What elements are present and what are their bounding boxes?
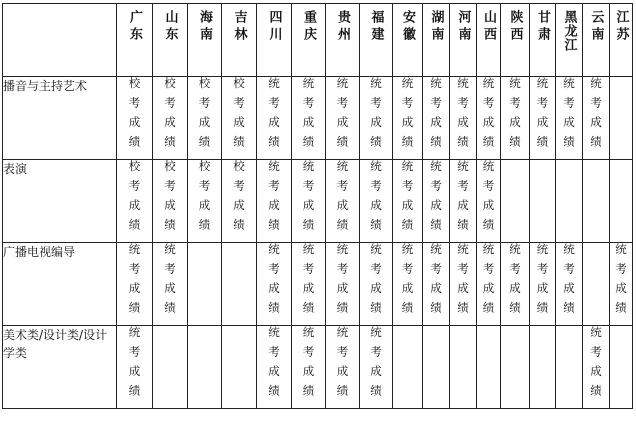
header-province-14 — [556, 4, 583, 77]
score-type-cell — [153, 160, 188, 243]
score-type-cell — [423, 326, 450, 409]
score-type-text: 统考成绩 — [335, 77, 350, 155]
score-type-cell — [393, 326, 423, 409]
score-type-cell — [117, 77, 153, 160]
score-type-cell — [530, 77, 556, 160]
score-type-cell — [188, 160, 222, 243]
score-type-cell — [423, 77, 450, 160]
row-category-label: 表演 — [3, 160, 117, 243]
score-type-cell — [292, 326, 326, 409]
score-type-text: 统考成绩 — [369, 243, 383, 321]
score-type-cell — [530, 160, 556, 243]
score-type-text: 统考成绩 — [535, 77, 550, 155]
score-type-text: 统考成绩 — [456, 243, 470, 321]
score-type-text: 统考成绩 — [456, 77, 470, 155]
score-type-cell — [477, 77, 501, 160]
score-type-cell — [188, 243, 222, 326]
header-province-13 — [530, 4, 556, 77]
province-label: 甘肃 — [535, 10, 550, 44]
row-category-label: 广播电视编导 — [3, 243, 117, 326]
score-type-text: 统考成绩 — [369, 326, 383, 404]
score-type-text: 统考成绩 — [429, 160, 443, 238]
score-type-text: 统考成绩 — [267, 77, 281, 155]
province-label: 安徽 — [400, 10, 415, 44]
province-label: 重庆 — [301, 10, 316, 44]
header-province-3 — [222, 4, 257, 77]
score-type-cell — [257, 243, 292, 326]
score-type-text: 统考成绩 — [369, 77, 383, 155]
score-type-cell — [530, 243, 556, 326]
score-type-cell — [610, 326, 633, 409]
score-type-cell — [326, 243, 360, 326]
score-type-text: 统考成绩 — [369, 160, 383, 238]
score-type-cell — [610, 160, 633, 243]
score-type-cell — [326, 160, 360, 243]
score-type-table — [2, 3, 633, 409]
score-type-cell — [556, 160, 583, 243]
score-type-text: 统考成绩 — [508, 77, 522, 155]
province-label: 贵州 — [335, 10, 350, 44]
score-type-cell — [326, 326, 360, 409]
province-label: 陕西 — [507, 10, 523, 44]
score-type-cell — [501, 77, 530, 160]
score-type-cell — [450, 243, 477, 326]
score-type-cell — [188, 77, 222, 160]
table-row — [3, 77, 633, 160]
score-type-cell — [153, 77, 188, 160]
province-label: 海南 — [197, 10, 212, 44]
score-type-cell — [257, 326, 292, 409]
score-type-text: 统考成绩 — [400, 160, 415, 238]
header-province-6 — [326, 4, 360, 77]
table-body — [3, 77, 633, 409]
header-province-15 — [583, 4, 610, 77]
province-label: 吉林 — [231, 10, 247, 44]
score-type-cell — [450, 326, 477, 409]
table-row — [3, 243, 633, 326]
score-type-cell — [222, 77, 257, 160]
table-row — [3, 326, 633, 409]
province-label: 河南 — [455, 10, 471, 44]
score-type-cell — [501, 243, 530, 326]
score-type-text: 统考成绩 — [335, 326, 350, 404]
score-type-cell — [222, 160, 257, 243]
score-type-cell — [360, 77, 393, 160]
score-type-cell — [292, 77, 326, 160]
score-type-cell — [530, 326, 556, 409]
score-type-text: 统考成绩 — [589, 326, 603, 404]
score-type-cell — [360, 243, 393, 326]
score-type-cell — [583, 243, 610, 326]
score-type-cell — [583, 160, 610, 243]
score-type-text: 统考成绩 — [301, 243, 316, 321]
header-province-10 — [450, 4, 477, 77]
score-type-text: 统考成绩 — [508, 243, 522, 321]
score-type-text: 校考成绩 — [163, 77, 177, 155]
province-label: 云南 — [588, 10, 604, 44]
score-type-text: 统考成绩 — [400, 243, 415, 321]
score-type-text: 统考成绩 — [267, 243, 281, 321]
score-type-text: 统考成绩 — [335, 160, 350, 238]
score-type-text: 校考成绩 — [197, 77, 212, 155]
score-type-text: 统考成绩 — [163, 243, 177, 321]
score-type-text: 校考成绩 — [232, 160, 246, 238]
score-type-text: 统考成绩 — [267, 326, 281, 404]
score-type-cell — [393, 160, 423, 243]
province-label: 江苏 — [613, 10, 629, 44]
header-province-1 — [153, 4, 188, 77]
score-type-cell — [556, 77, 583, 160]
score-type-text: 统考成绩 — [301, 326, 316, 404]
score-type-text: 统考成绩 — [335, 243, 350, 321]
row-category-label: 播音与主持艺术 — [3, 77, 117, 160]
score-type-cell — [292, 243, 326, 326]
score-type-cell — [477, 243, 501, 326]
score-type-text: 校考成绩 — [127, 77, 142, 155]
score-type-text: 校考成绩 — [232, 77, 246, 155]
score-type-cell — [117, 326, 153, 409]
score-type-text: 校考成绩 — [127, 160, 142, 238]
score-type-cell — [257, 160, 292, 243]
header-province-12 — [501, 4, 530, 77]
score-type-text: 统考成绩 — [562, 77, 576, 155]
score-type-cell — [153, 243, 188, 326]
score-type-cell — [610, 243, 633, 326]
score-type-cell — [360, 160, 393, 243]
header-province-8 — [393, 4, 423, 77]
score-type-cell — [610, 77, 633, 160]
score-type-text: 统考成绩 — [481, 243, 496, 321]
score-type-text: 统考成绩 — [127, 243, 142, 321]
score-type-cell — [583, 77, 610, 160]
score-type-cell — [117, 243, 153, 326]
header-province-0 — [117, 4, 153, 77]
score-type-text: 统考成绩 — [562, 243, 576, 321]
score-type-cell — [117, 160, 153, 243]
province-label: 四川 — [266, 10, 282, 44]
province-label: 山西 — [481, 10, 496, 44]
header-row — [3, 4, 633, 77]
row-category-label: 美术类/设计类/设计学类 — [3, 326, 117, 409]
score-type-text: 统考成绩 — [267, 160, 281, 238]
score-type-text: 统考成绩 — [481, 160, 496, 238]
score-type-cell — [556, 243, 583, 326]
score-type-cell — [450, 77, 477, 160]
score-type-cell — [556, 326, 583, 409]
score-type-cell — [326, 77, 360, 160]
score-type-cell — [583, 326, 610, 409]
score-type-cell — [450, 160, 477, 243]
score-type-cell — [222, 326, 257, 409]
score-type-text: 校考成绩 — [163, 160, 177, 238]
score-type-cell — [222, 243, 257, 326]
score-type-cell — [393, 77, 423, 160]
score-type-text: 统考成绩 — [301, 160, 316, 238]
header-province-16 — [610, 4, 633, 77]
province-label: 福建 — [368, 10, 384, 44]
score-type-text: 统考成绩 — [429, 77, 443, 155]
score-type-text: 统考成绩 — [429, 243, 443, 321]
province-label: 黑龙江 — [561, 10, 577, 52]
score-type-text: 校考成绩 — [197, 160, 212, 238]
score-type-cell — [423, 160, 450, 243]
header-province-7 — [360, 4, 393, 77]
score-type-cell — [360, 326, 393, 409]
header-province-2 — [188, 4, 222, 77]
score-type-text: 统考成绩 — [589, 77, 603, 155]
score-type-text: 统考成绩 — [127, 326, 142, 404]
province-label: 广东 — [127, 10, 142, 44]
score-type-cell — [257, 77, 292, 160]
score-type-text: 统考成绩 — [456, 160, 470, 238]
score-type-cell — [292, 160, 326, 243]
score-type-cell — [501, 160, 530, 243]
province-label: 湖南 — [428, 10, 444, 44]
province-label: 山东 — [162, 10, 178, 44]
score-type-text: 统考成绩 — [535, 243, 550, 321]
score-type-cell — [477, 326, 501, 409]
score-type-cell — [501, 326, 530, 409]
score-type-text: 统考成绩 — [481, 77, 496, 155]
score-type-cell — [477, 160, 501, 243]
header-province-4 — [257, 4, 292, 77]
score-type-text: 统考成绩 — [614, 243, 628, 321]
score-type-cell — [423, 243, 450, 326]
score-type-cell — [153, 326, 188, 409]
score-type-cell — [393, 243, 423, 326]
score-type-cell — [188, 326, 222, 409]
score-type-text: 统考成绩 — [301, 77, 316, 155]
score-type-text: 统考成绩 — [400, 77, 415, 155]
header-province-5 — [292, 4, 326, 77]
table-row — [3, 160, 633, 243]
header-corner-cell — [3, 4, 117, 77]
header-province-11 — [477, 4, 501, 77]
header-province-9 — [423, 4, 450, 77]
